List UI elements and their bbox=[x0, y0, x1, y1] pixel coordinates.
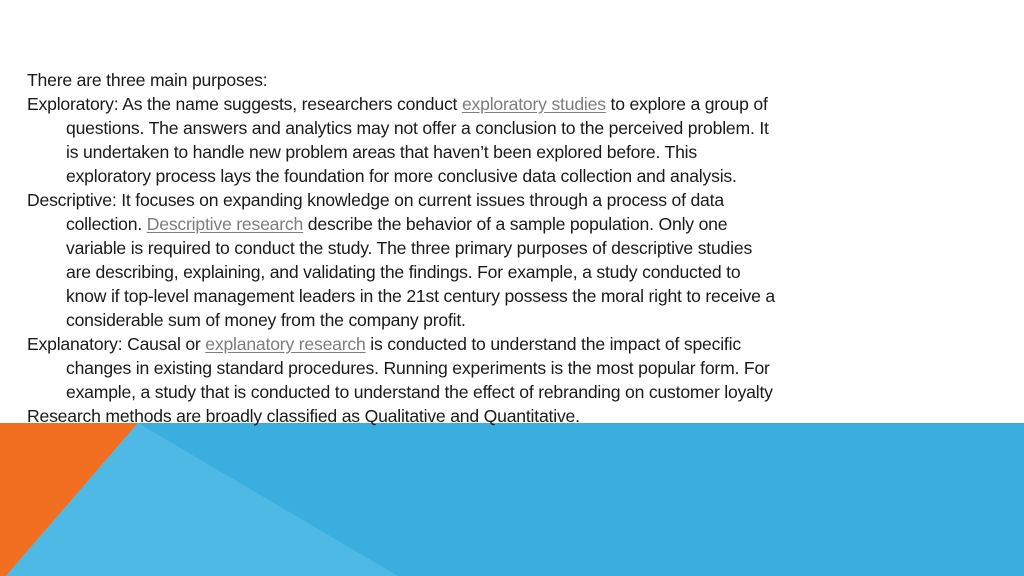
item-descriptive bbox=[27, 188, 777, 332]
link-exploratory-studies[interactable]: exploratory studies bbox=[461, 94, 606, 114]
item-exploratory-after: to explore a group of questions. The answers and analytics may not offer a conclusion to the perceived problem. It is undertaken to handle new problem areas that haven’t been explored before. This exploratory process lays the foundation for more conclusive data collection and analysis. bbox=[66, 94, 769, 186]
conclusion-text: Research methods are broadly classified as Qualitative and Quantitative. bbox=[27, 406, 580, 426]
item-explanatory-after: is conducted to understand the impact of specific changes in existing standard procedures. Running experiments is the most popular form. For example, a study that is conducted to understand the effect of rebranding on customer loyalty bbox=[66, 334, 773, 402]
item-descriptive-before: Descriptive: It focuses on expanding knowledge on current issues through a process of data collection. bbox=[27, 190, 724, 234]
slide-body bbox=[27, 68, 777, 428]
intro-text: There are three main purposes: bbox=[27, 70, 268, 90]
link-explanatory-research[interactable]: explanatory research bbox=[205, 334, 366, 354]
item-exploratory bbox=[27, 92, 777, 188]
item-explanatory-before: Explanatory: Causal or bbox=[27, 334, 206, 354]
item-exploratory-before: Exploratory: As the name suggests, researchers conduct bbox=[27, 94, 462, 114]
link-descriptive-research[interactable]: Descriptive research bbox=[146, 214, 304, 234]
item-descriptive-after: describe the behavior of a sample population. Only one variable is required to conduct the study. The three primary purposes of descriptive studies are describing, explaining, and validating the findings. For example, a study conducted to know if top-level management leaders in the 21st century possess the moral right to receive a considerable sum of money from the company profit. bbox=[66, 214, 775, 330]
item-explanatory bbox=[27, 332, 777, 404]
